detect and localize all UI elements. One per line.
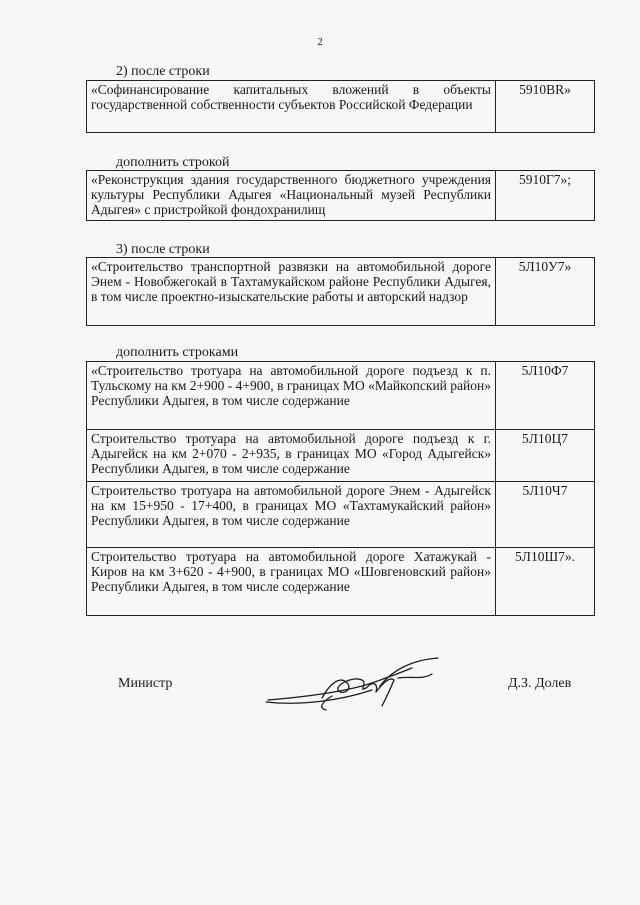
table-after-row-3 xyxy=(86,257,595,326)
row-code: 5Л10Ш7». xyxy=(496,548,595,616)
row-code: 5910Г7»; xyxy=(496,171,595,221)
table-row xyxy=(87,81,595,133)
row-code: 5Л10Ф7 xyxy=(496,362,595,430)
table-row xyxy=(87,362,595,430)
signer-name: Д.З. Долев xyxy=(508,676,572,691)
section-label-after-row-3: 3) после строки xyxy=(116,242,210,257)
row-code: 5910BR» xyxy=(496,81,595,133)
minister-title: Министр xyxy=(118,676,173,691)
table-row xyxy=(87,171,595,221)
row-description: «Строительство тротуара на автомобильной дороге подъезд к п. Тульскому на км 2+900 - 4+900, в границах МО «Майкопский район» Республики Адыгея, в том числе содержание xyxy=(87,362,496,430)
page-number: 2 xyxy=(317,36,323,48)
table-row xyxy=(87,430,595,482)
row-description: Строительство тротуара на автомобильной дороге Хатажукай - Киров на км 3+620 - 4+900, в границах МО «Шовгеновский район» Республики Адыгея, в том числе содержание xyxy=(87,548,496,616)
section-label-after-row-2: 2) после строки xyxy=(116,64,210,79)
table-add-row xyxy=(86,170,595,221)
table-row xyxy=(87,258,595,326)
section-label-add-rows: дополнить строками xyxy=(116,345,239,360)
table-row xyxy=(87,482,595,548)
row-code: 5Л10У7» xyxy=(496,258,595,326)
table-row xyxy=(87,548,595,616)
row-description: «Строительство транспортной развязки на автомобильной дороге Энем - Новобжегокай в Тахтамукайском районе Республики Адыгея, в том числе проектно-изыскательские работы и авторский надзор xyxy=(87,258,496,326)
signature-image xyxy=(262,650,442,720)
section-label-add-row: дополнить строкой xyxy=(116,155,230,170)
row-description: Строительство тротуара на автомобильной дороге подъезд к г. Адыгейск на км 2+070 - 2+935, в границах МО «Город Адыгейск» Республики Адыгея, в том числе содержание xyxy=(87,430,496,482)
row-description: «Реконструкция здания государственного бюджетного учреждения культуры Республики Адыгея «Национальный музей Республики Адыгея» с пристройкой фондохранилищ xyxy=(87,171,496,221)
row-description: Строительство тротуара на автомобильной дороге Энем - Адыгейск на км 15+950 - 17+400, в границах МО «Тахтамукайский район» Республики Адыгея, в том числе содержание xyxy=(87,482,496,548)
table-after-row-2 xyxy=(86,80,595,133)
row-description: «Софинансирование капитальных вложений в объекты государственной собственности субъектов Российской Федерации xyxy=(87,81,496,133)
table-add-rows xyxy=(86,361,595,616)
row-code: 5Л10Ц7 xyxy=(496,430,595,482)
row-code: 5Л10Ч7 xyxy=(496,482,595,548)
